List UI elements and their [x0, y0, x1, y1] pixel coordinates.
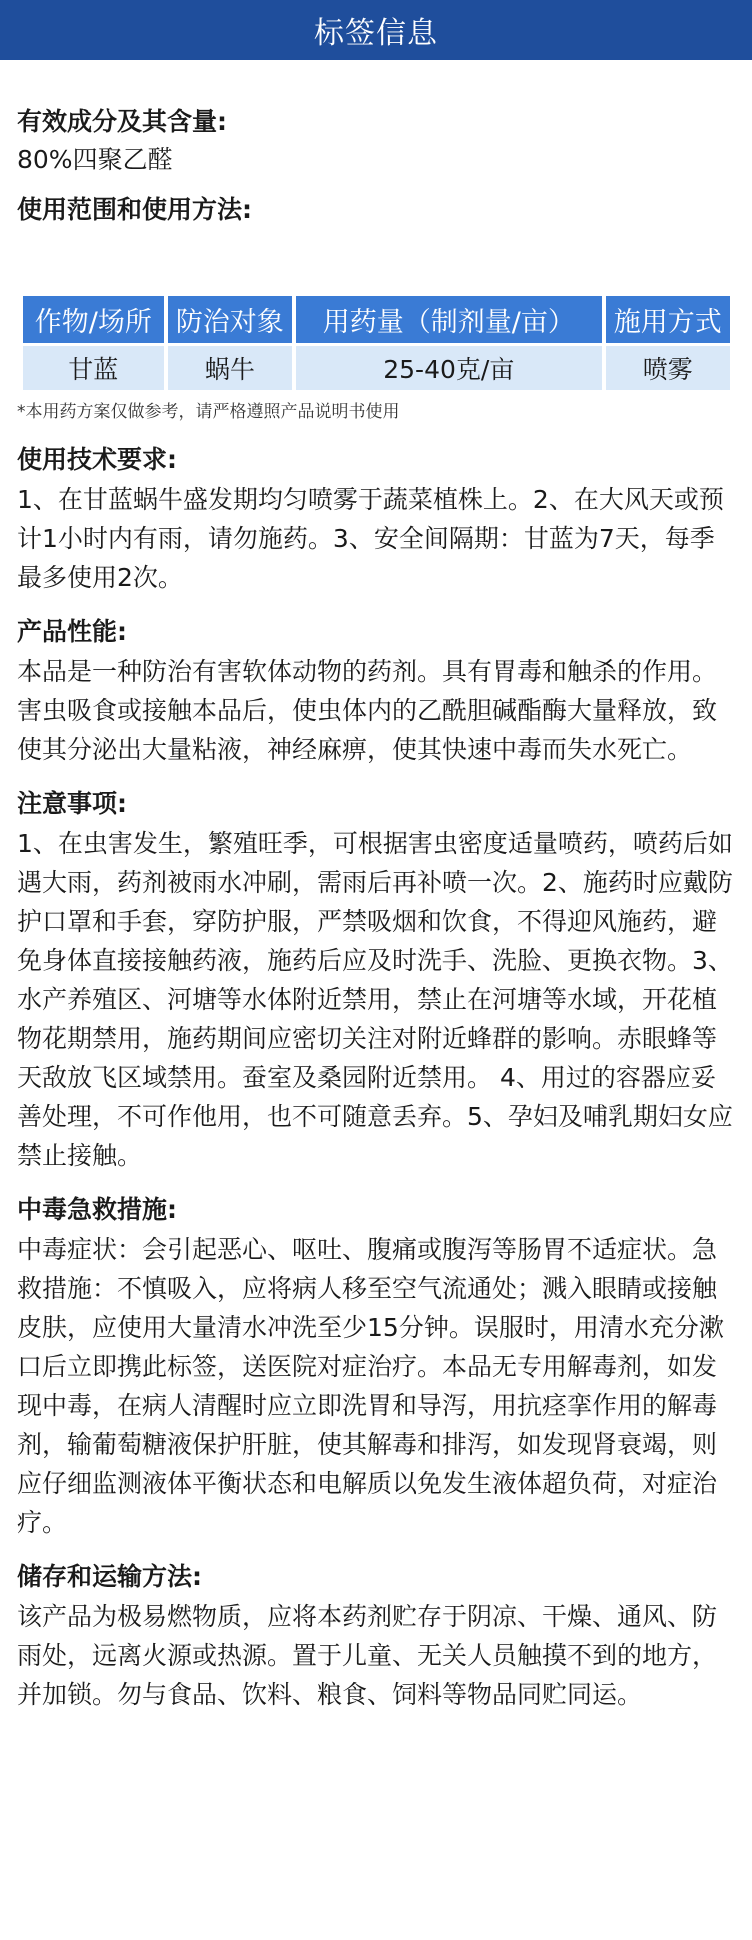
caution-body: 1、在虫害发生，繁殖旺季，可根据害虫密度适量喷药，喷药后如遇大雨，药剂被雨水冲刷，需雨后再补喷一次。2、施药时应戴防护口罩和手套，穿防护服，严禁吸烟和饮食，不得迎风施药，避免身体直接接触药液，施药后应及时洗手、洗脸、更换衣物。3、水产养殖区、河塘等水体附近禁用，禁止在河塘等水域，开花植物花期禁用，施药期间应密切关注对附近蜂群的影响。赤眼蜂等天敌放飞区域禁用。蚕室及桑园附近禁用。 4、用过的容器应妥善处理，不可作他用，也不可随意丢弃。5、孕妇及哺乳期妇女应禁止接触。: [17, 829, 733, 1170]
cell-method: 喷雾: [606, 346, 730, 390]
header-target: 防治对象: [168, 296, 292, 346]
usage-table: [19, 296, 734, 390]
cell-dosage: 25-40克/亩: [296, 346, 602, 390]
page-title: 标签信息: [314, 16, 438, 51]
performance-section: [17, 614, 734, 769]
tech-section: [17, 442, 734, 597]
firstaid-body: 中毒症状：会引起恶心、呕吐、腹痛或腹泻等肠胃不适症状。急救措施：不慎吸入，应将病人移至空气流通处；溅入眼睛或接触皮肤，应使用大量清水冲洗至少15分钟。误服时，用清水充分漱口后立即携此标签，送医院对症治疗。本品无专用解毒剂，如发现中毒，在病人清醒时应立即洗胃和导泻，用抗痉挛作用的解毒剂，输葡萄糖液保护肝脏，使其解毒和排泻，如发现肾衰竭，则应仔细监测液体平衡状态和电解质以免发生液体超负荷，对症治疗。: [17, 1235, 724, 1537]
header-bar: [0, 0, 752, 60]
storage-section: [17, 1559, 734, 1714]
performance-title: 产品性能:: [17, 617, 127, 646]
cell-crop: 甘蓝: [23, 346, 164, 390]
storage-body: 该产品为极易燃物质，应将本药剂贮存于阴凉、干燥、通风、防雨处，远离火源或热源。置于儿童、无关人员触摸不到的地方，并加锁。勿与食品、饮料、粮食、饲料等物品同贮同运。: [17, 1602, 718, 1709]
storage-title: 储存和运输方法:: [17, 1562, 202, 1591]
header-dosage: 用药量（制剂量/亩）: [296, 296, 602, 346]
table-header-row: [23, 296, 730, 346]
table-row: [23, 346, 730, 390]
caution-section: [17, 786, 734, 1175]
caution-title: 注意事项:: [17, 789, 127, 818]
header-method: 施用方式: [606, 296, 730, 346]
ingredient-section: [17, 104, 734, 179]
header-crop: 作物/场所: [23, 296, 164, 346]
label-content: [0, 104, 752, 1714]
ingredient-title: 有效成分及其含量:: [17, 107, 227, 136]
usage-title: 使用范围和使用方法:: [17, 195, 252, 224]
ingredient-value: 80%四聚乙醛: [17, 145, 173, 174]
cell-target: 蜗牛: [168, 346, 292, 390]
usage-section: [17, 192, 734, 425]
tech-body: 1、在甘蓝蜗牛盛发期均匀喷雾于蔬菜植株上。2、在大风天或预计1小时内有雨，请勿施药。3、安全间隔期：甘蓝为7天，每季最多使用2次。: [17, 485, 724, 592]
firstaid-section: [17, 1192, 734, 1542]
usage-note: *本用药方案仅做参考，请严格遵照产品说明书使用: [17, 402, 400, 422]
performance-body: 本品是一种防治有害软体动物的药剂。具有胃毒和触杀的作用。害虫吸食或接触本品后，使虫体内的乙酰胆碱酯酶大量释放，致使其分泌出大量粘液，神经麻痹，使其快速中毒而失水死亡。: [17, 657, 718, 764]
firstaid-title: 中毒急救措施:: [17, 1195, 177, 1224]
tech-title: 使用技术要求:: [17, 445, 177, 474]
